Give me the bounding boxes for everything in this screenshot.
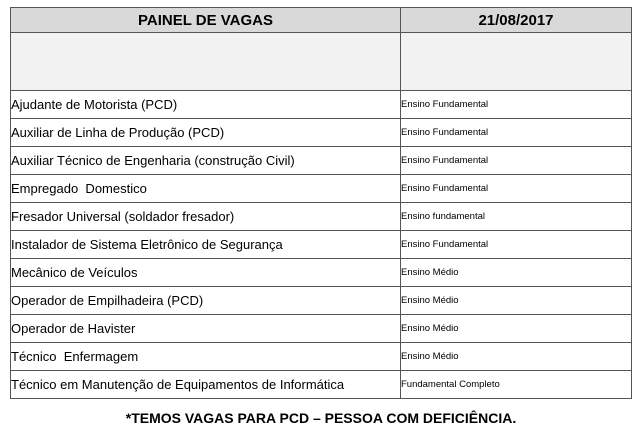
table-row bbox=[11, 147, 632, 175]
escolaridade-cell: Ensino Fundamental bbox=[401, 231, 632, 259]
table-row bbox=[11, 231, 632, 259]
escolaridade-cell: Ensino Fundamental bbox=[401, 119, 632, 147]
table-row bbox=[11, 119, 632, 147]
cargo-cell: Auxiliar de Linha de Produção (PCD) bbox=[11, 119, 401, 147]
escolaridade-cell: Fundamental Completo bbox=[401, 371, 632, 399]
escolaridade-cell: Ensino Médio bbox=[401, 315, 632, 343]
cargo-cell: Técnico em Manutenção de Equipamentos de Informática bbox=[11, 371, 401, 399]
escolaridade-cell: Ensino Fundamental bbox=[401, 147, 632, 175]
blank-row bbox=[11, 33, 632, 91]
blank-cell bbox=[11, 33, 401, 91]
table-row bbox=[11, 203, 632, 231]
cargo-cell: Mecânico de Veículos bbox=[11, 259, 401, 287]
escolaridade-cell: Ensino Médio bbox=[401, 259, 632, 287]
cargo-cell: Auxiliar Técnico de Engenharia (construção Civil) bbox=[11, 147, 401, 175]
table-row bbox=[11, 175, 632, 203]
table-row bbox=[11, 91, 632, 119]
cargo-cell: Operador de Empilhadeira (PCD) bbox=[11, 287, 401, 315]
blank-cell bbox=[401, 33, 632, 91]
pcd-footnote: *TEMOS VAGAS PARA PCD – PESSOA COM DEFICIÊNCIA. bbox=[125, 410, 517, 426]
escolaridade-cell: Ensino Médio bbox=[401, 287, 632, 315]
cargo-cell: Operador de Havister bbox=[11, 315, 401, 343]
cargo-cell: Instalador de Sistema Eletrônico de Segurança bbox=[11, 231, 401, 259]
table-row bbox=[11, 371, 632, 399]
vagas-table bbox=[10, 7, 632, 399]
cargo-cell: Fresador Universal (soldador fresador) bbox=[11, 203, 401, 231]
table-row bbox=[11, 259, 632, 287]
escolaridade-cell: Ensino fundamental bbox=[401, 203, 632, 231]
cargo-cell: Ajudante de Motorista (PCD) bbox=[11, 91, 401, 119]
table-date: 21/08/2017 bbox=[401, 8, 632, 33]
table-title: PAINEL DE VAGAS bbox=[11, 8, 401, 33]
table-row bbox=[11, 287, 632, 315]
cargo-cell: Empregado Domestico bbox=[11, 175, 401, 203]
table-header-row bbox=[11, 8, 632, 33]
escolaridade-cell: Ensino Fundamental bbox=[401, 175, 632, 203]
cargo-cell: Técnico Enfermagem bbox=[11, 343, 401, 371]
escolaridade-cell: Ensino Médio bbox=[401, 343, 632, 371]
escolaridade-cell: Ensino Fundamental bbox=[401, 91, 632, 119]
table-row bbox=[11, 315, 632, 343]
table-row bbox=[11, 343, 632, 371]
